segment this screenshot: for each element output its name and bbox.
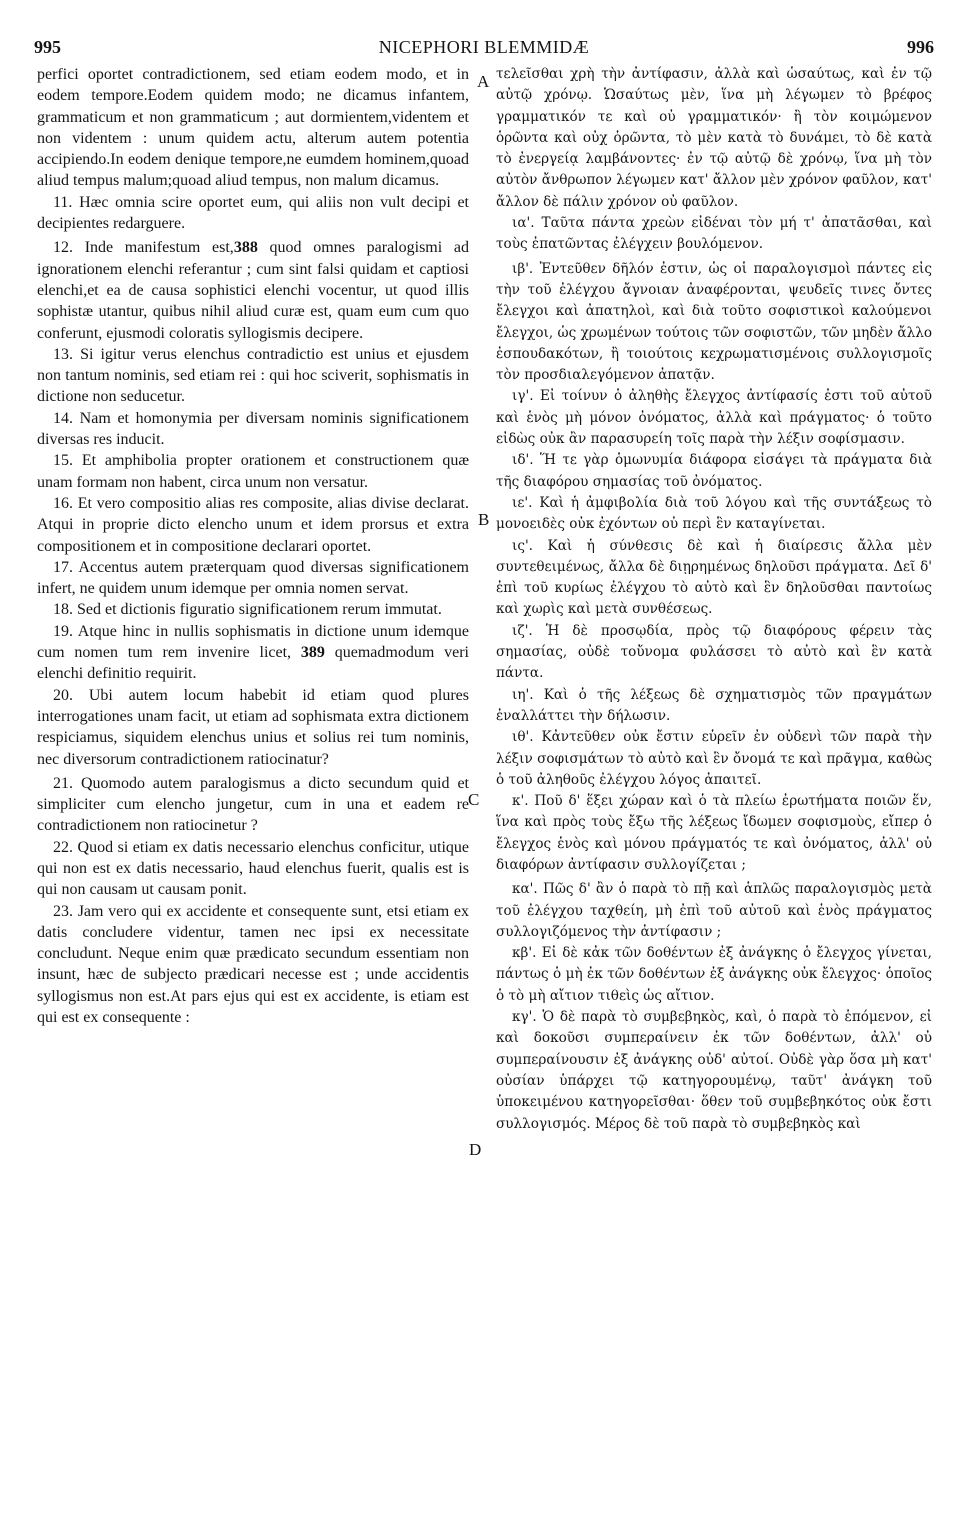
greek-paragraph: τελεῖσθαι χρὴ τὴν ἀντίφασιν, ἀλλὰ καὶ ὡσαύτως, καὶ ἐν τῷ αὐτῷ χρόνῳ. Ὡσαύτως μὲν, ἵνα μὴ λέγωμεν τὸ βρέφος γραμματικόν τε καὶ οὐ γραμματικόν· ἢ τὸν κοιμώμενον ὁρῶντα καὶ οὐχ ὁρῶντα, τὸ μὲν κατὰ τὸ δυνάμει, τὸ δὲ κατὰ τὸ ἐνεργείᾳ λαμβάνοντες· ἐν τῷ αὐτῷ δὲ χρόνῳ, ἵνα μὴ τὸν αὐτὸν ἄνθρωπον λέγωμεν κατ' ἄλλον μὲν χρόνον φαῦλον, κατ' ἄλλον δὲ πάλιν χρόνον οὐ φαῦλον. xyxy=(496,66,932,210)
latin-text: 12. Inde manifestum est, xyxy=(53,239,234,257)
latin-paragraph: 18. Sed et dictionis figuratio significationem rerum immutat. xyxy=(53,601,442,619)
greek-paragraph: ια'. Ταῦτα πάντα χρεὼν εἰδέναι τὸν μή τ' ἀπατᾶσθαι, καὶ τοὺς ἐπατῶντας ἐλέγχειν βουλόμενον. xyxy=(496,215,932,253)
greek-paragraph: κγ'. Ὁ δὲ παρὰ τὸ συμβεβηκὸς, καὶ, ὁ παρὰ τὸ ἑπόμενον, εἰ καὶ δοκοῦσι συμπεραίνειν ἐκ τῶν δοθέντων, ἀλλ' οὐ συμπεραίνουσιν ἐξ ἀνάγκης οὐδ' αὐτοί. Οὐδὲ γὰρ ὅσα μὴ κατ' οὐσίαν ὑπάρχει τῷ κατηγορουμένῳ, ταῦτ' ἀνάγκη τοῦ ὑποκειμένου κατηγορεῖσθαι· ὅθεν τοῦ συμβεβηκότος οὐκ ἔστι συλλογισμός. Μέρος δὲ τοῦ παρὰ τὸ συμβεβηκὸς καὶ xyxy=(496,1009,932,1132)
latin-paragraph: 22. Quod si etiam ex datis necessario elenchus conficitur, utique qui non est ex datis necessario, haud elenchus fuerit, qualis est is qui non causam ut causam ponit. xyxy=(37,838,469,899)
latin-paragraph: 16. Et vero compositio alias res composite, alias divise declarat. Atqui in proprie dicto elencho unum et idem prorsus et extra compositionem et in compositione declarari oportet. xyxy=(37,494,469,555)
greek-paragraph: ις'. Καὶ ἡ σύνθεσις δὲ καὶ ἡ διαίρεσις ἄλλα μὲν συντεθειμένως, ἄλλα δὲ διῃρημένως δηλοῦσι πράγματα. Δεῖ δ' ἐπὶ τοῦ κυρίως ἐλέγχου τὸ αὐτὸ καὶ ἓν δηλοῦσθαι παντοίως καὶ χωρὶς καὶ μετὰ συνθέσεως. xyxy=(496,537,932,618)
latin-column xyxy=(37,64,469,1028)
latin-paragraph xyxy=(37,621,469,685)
latin-paragraph: 17. Accentus autem præterquam quod diversas significationem infert, ne quidem unum idemque per omnia nomen servat. xyxy=(37,558,469,598)
latin-paragraph: 20. Ubi autem locum habebit id etiam quod plures interrogationes unam facit, ut etiam ad sophismata extra dictionem respiciamus, siquidem elenchus unius et solius rei tum nominis, nec diversorum contradictionem ratiocinatur? xyxy=(37,686,469,768)
column-reference-number: 388 xyxy=(233,239,258,257)
greek-paragraph: ιε'. Καὶ ἡ ἀμφιβολία διὰ τοῦ λόγου καὶ τῆς συντάξεως τὸ μονοειδὲς οὐκ ἐχόντων οὐ περὶ ἓν καταγίνεται. xyxy=(496,494,932,533)
column-reference-number: 389 xyxy=(300,644,325,662)
margin-marker-a: A xyxy=(477,72,490,91)
latin-text: quod omnes paralogismi ad ignorationem elenchi referantur ; cum sint falsi quidam et captiosi elenchi,et ea de causa sophistici elenchi vocentur, ut quod illis sophistæ utantur, quibus nihil aliud curæ est, quam eum cum quo conferunt, ejusmodi coloratis syllogismis decipere. xyxy=(37,239,469,342)
latin-text: 19. Atque hinc in nullis sophismatis in dictione unum idemque cum nomen tum rem invenire licet, xyxy=(37,622,469,662)
latin-paragraph: 13. Si igitur verus elenchus contradictio est unius et ejusdem non tantum nominis, sed etiam rei : qui hoc sciverit, sophismatis in dictione non seducetur. xyxy=(37,345,469,406)
margin-marker-b: B xyxy=(478,510,490,529)
latin-paragraph xyxy=(37,237,469,343)
greek-paragraph: ιδ'. Ἥ τε γὰρ ὁμωνυμία διάφορα εἰσάγει τὰ πράγματα διὰ τῆς διαφόρου σημασίας τοῦ ὀνόματος. xyxy=(496,452,932,490)
greek-column xyxy=(496,64,932,1135)
greek-paragraph: κα'. Πῶς δ' ἂν ὁ παρὰ τὸ πῇ καὶ ἁπλῶς παραλογισμὸς μετὰ τοῦ ἐλέγχου ταχθείη, μὴ ἐπὶ τοῦ αὐτοῦ καὶ ἑνὸς πράγματος συλλογιζόμενος τὴν ἀντίφασιν ; xyxy=(496,881,932,940)
latin-paragraph: perfici oportet contradictionem, sed etiam eodem modo, et in eodem tempore.Eodem quidem modo; ne dicamus infantem, grammaticum et non grammaticum ; aut dormientem,videntem et non videntem : unum quidem actu, alterum autem potentia accipiendo.In eodem denique tempore,ne eumdem hominem,quoad aliud tempus malum;quoad aliud tempus, non malum dicamus. xyxy=(37,66,469,190)
greek-paragraph: ιγ'. Εἰ τοίνυν ὁ ἀληθὴς ἔλεγχος ἀντίφασίς ἐστι τοῦ αὐτοῦ καὶ ἑνὸς μὴ μόνον ὀνόματος, ἀλλὰ καὶ πράγματος· ὁ τοῦτο εἰδὼς οὐκ ἂν παρασυρείη τοῖς παρὰ τὴν λέξιν σοφίσμασιν. xyxy=(496,388,932,448)
greek-paragraph: ιη'. Καὶ ὁ τῆς λέξεως δὲ σχηματισμὸς τῶν πραγμάτων ἐναλλάττει τὴν δήλωσιν. xyxy=(496,686,932,724)
greek-paragraph: ιβ'. Ἐντεῦθεν δῆλόν ἐστιν, ὡς οἱ παραλογισμοὶ πάντες εἰς τὴν τοῦ ἐλέγχου ἄγνοιαν ἀναφέρονται, ψευδεῖς τινες ὄντες ἔλεγχοι καὶ ἀπατηλοὶ, καὶ διὰ τοῦτο σοφιστικοὶ καλούμενοι ἔλεγχοι, ὡς χρωμένων τούτοις τῶν σοφιστῶν, τῶν μηδὲν ἄλλο ἐσπουδακότων, ἢ τοιούτοις κεχρωματισμένοις συλλογισμοῖς τὸν προσδιαλεγόμενον ἀπατᾷν. xyxy=(496,260,932,384)
greek-paragraph: κβ'. Εἰ δὲ κἀκ τῶν δοθέντων ἐξ ἀνάγκης ὁ ἔλεγχος γίνεται, πάντως ὁ μὴ ἐκ τῶν δοθέντων ἐξ ἀνάγκης οὐκ ἔλεγχος· ὁποῖος ὁ τὸ μὴ αἴτιον τιθεὶς ὡς αἴτιον. xyxy=(496,945,932,1004)
running-header xyxy=(34,36,934,60)
latin-paragraph: 15. Et amphibolia propter orationem et constructionem quæ unam formam non habent, circa unum non versatur. xyxy=(37,452,469,491)
margin-marker-d: D xyxy=(469,1140,482,1159)
latin-paragraph: 23. Jam vero qui ex accidente et consequente sunt, etsi etiam ex datis concludere videntur, tamen nec ipsi ex necessitate concludunt. Neque enim quæ prædicato secundum essentiam non insunt, hæc de subjecto prædicari necesse est ; unde accidentis syllogismus non est.At pars ejus qui est ex accidente, is etiam est qui est ex consequente : xyxy=(37,902,469,1027)
page-number-right: 996 xyxy=(907,37,934,57)
margin-marker-c: C xyxy=(468,790,480,809)
greek-paragraph: κ'. Ποῦ δ' ἕξει χώραν καὶ ὁ τὰ πλείω ἐρωτήματα ποιῶν ἕν, ἵνα καὶ πρὸς τοὺς ἔξω τῆς λέξεως ἴδωμεν σοφισμοὺς, εἴπερ ὁ ἔλεγχος ἑνὸς καὶ μόνου πράγματός τε καὶ ὀνόματος, ἀλλ' οὐ διαφόρων ἀντίφασιν συλλογίζεται ; xyxy=(496,793,932,873)
running-title: NICEPHORI BLEMMIDÆ xyxy=(378,37,590,57)
latin-text: quemadmodum veri elenchi definitio requirit. xyxy=(37,644,469,683)
latin-paragraph: 11. Hæc omnia scire oportet eum, qui aliis non vult decipi et decipientes redarguere. xyxy=(37,193,469,233)
latin-paragraph: 21. Quomodo autem paralogismus a dicto secundum quid et simpliciter cum elencho jungetur, cum in una et eadem re contradictionem non ratiocinetur ? xyxy=(37,774,469,835)
latin-paragraph: 14. Nam et homonymia per diversam nominis significationem diversas res inducit. xyxy=(37,409,469,449)
page-number-left: 995 xyxy=(34,37,61,57)
greek-paragraph: ιζ'. Ἡ δὲ προσῳδία, πρὸς τῷ διαφόρους φέρειν τὰς σημασίας, οὐδὲ τοὔνομα φυλάσσει τὸ αὐτὸ καὶ ἓν κατὰ πάντα. xyxy=(496,622,932,682)
greek-paragraph: ιθ'. Κἀντεῦθεν οὐκ ἔστιν εὑρεῖν ἐν οὐδενὶ τῶν παρὰ τὴν λέξιν σοφισμάτων τὸ αὐτὸ καὶ ἓν ὄνομά τε καὶ πρᾶγμα, καθὼς ὁ τοῦ ἀληθοῦς ἐλέγχου λόγος ἀπαιτεῖ. xyxy=(496,729,932,788)
